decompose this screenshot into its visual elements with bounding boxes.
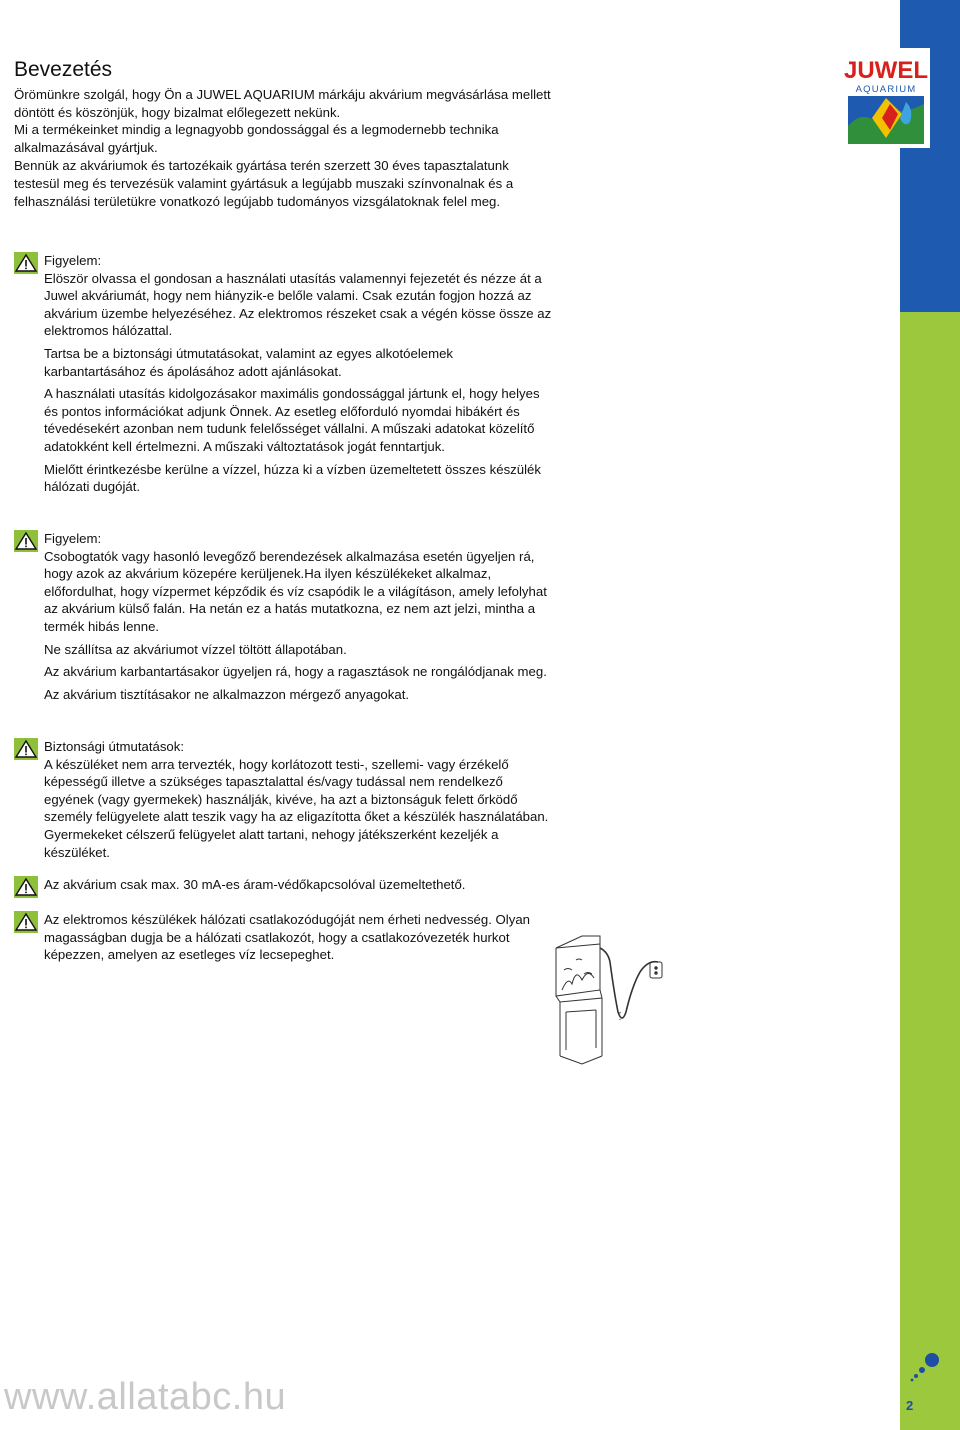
warning-triangle-icon: [14, 252, 38, 274]
warning-paragraph: Elöször olvassa el gondosan a használati utasítás valamennyi fejezetét és nézze át a Juwel akváriumát, hogy nem hiányzik-e belőle valami. Csak ezután fogjon hozzá az akvárium üzembe helyezéséhez. Az elektromos részeket csak a végén kösse össze az elektromos hálózattal.: [44, 270, 552, 339]
brand-sidebar: [900, 0, 960, 1430]
juwel-aquarium-logo-icon: [842, 48, 930, 148]
warning-paragraph: Az akvárium karbantartásakor ügyeljen rá, hogy a ragasztások ne rongálódjanak meg.: [44, 664, 547, 680]
warning-paragraph: Az akvárium csak max. 30 mA-es áram-védőkapcsolóval üzemeltethető.: [44, 877, 466, 892]
warning-paragraph: Ne szállítsa az akváriumot vízzel töltött állapotában.: [44, 641, 347, 657]
intro-section: [14, 86, 554, 210]
warning-triangle-icon: [14, 530, 38, 552]
warning-paragraph: A használati utasítás kidolgozásakor maximális gondossággal jártunk el, hogy helyes és pontos információkat adjunk Önnek. Az esetleg előforduló nyomdai hibákért és tévedésekért azonban nem tudunk felelősséget vállalni. A műszaki adatokat közelítő adatokként kell értelmezni. A műszaki változtatások jogát fenntartjuk.: [44, 386, 540, 454]
intro-paragraph: Bennük az akváriumok és tartozékaik gyártása terén szerzett 30 éves tapasztalatunk testesül meg és tervezésük valamint gyártásuk a legújabb muszaki színvonalnak és a felhasználási területükre vonatkozó legújabb tudományos vizsgálatoknak felel meg.: [14, 158, 514, 209]
page-number: 2: [906, 1398, 914, 1413]
page-title: Bevezetés: [14, 58, 113, 81]
warning-heading: Figyelem:: [44, 531, 102, 546]
warning-block-attention: [14, 252, 554, 501]
warning-block-rcd: [14, 876, 554, 899]
warning-block-attention-2: [14, 530, 554, 708]
warning-triangle-icon: [14, 911, 38, 933]
warning-paragraph: Az akvárium tisztításakor ne alkalmazzon mérgező anyagokat.: [44, 686, 410, 702]
intro-paragraph: Mi a termékeinket mindig a legnagyobb gondossággal és a legmodernebb technika alkalmazásával gyártjuk.: [14, 122, 499, 155]
warning-paragraph: Csobogtatók vagy hasonló levegőző berendezések alkalmazása esetén ügyeljen rá, hogy azok az akvárium közepére kerüljenek.Ha ilyen készülékeket alkalmaz, előfordulhat, hogy vízpermet képződik és víz csapódik le a világításon, amely lefolyhat az akvárium külső falán. Ha netán ez a hatás mutatkozna, ez nem azt jelzi, mintha a termék hibás lenne.: [44, 548, 547, 634]
warning-block-safety: [14, 738, 554, 866]
warning-triangle-icon: [14, 876, 38, 898]
warning-triangle-icon: [14, 738, 38, 760]
warning-paragraph: Tartsa be a biztonsági útmutatásokat, valamint az egyes alkotóelemek karbantartásához és ápolásához adott ajánlásokat.: [44, 345, 454, 379]
sidebar-blue-band: [900, 0, 960, 312]
juwel-logo: [842, 48, 930, 148]
logo-brand-text: JUWEL: [844, 57, 928, 84]
warning-paragraph: Az elektromos készülékek hálózati csatlakozódugóját nem érheti nedvesség. Olyan magasságban dugja be a hálózati csatlakozót, hogy a csatlakozóvezeték hurkot képezzen, amelyen az esetleges víz lecsepeghet.: [44, 912, 530, 963]
watermark: www.allatabc.hu: [4, 1376, 287, 1418]
intro-paragraph: Örömünkre szolgál, hogy Ön a JUWEL AQUARIUM márkáju akvárium megvásárlása mellett döntött és köszönjük, hogy bizalmat előlegezett nekünk.: [14, 87, 551, 120]
warning-paragraph: Mielőtt érintkezésbe kerülne a vízzel, húzza ki a vízben üzemeltetett összes készülék hálózati dugóját.: [44, 461, 541, 495]
aquarium-drip-loop-illustration: [552, 930, 698, 1076]
warning-heading: Biztonsági útmutatások:: [44, 739, 185, 754]
warning-paragraph: A készüléket nem arra tervezték, hogy korlátozott testi-, szellemi- vagy érzékelő képességű illetve a szükséges tapasztalattal és/vagy tudással nem rendelkező egyének (vagy gyermekek) használják, kivéve, ha azt a biztonságuk felett őrködő személy felügyelete alatt teszik vagy ha az eligazította őket a készülék használatában. Gyermekeket célszerű felügyelet alatt tartani, nehogy játékszerként kezeljék a készüléket.: [44, 756, 549, 860]
decorative-dots-icon: [908, 1348, 948, 1388]
warning-heading: Figyelem:: [44, 253, 102, 268]
logo-sub-text: AQUARIUM: [855, 84, 917, 95]
warning-block-plug: [14, 911, 554, 969]
